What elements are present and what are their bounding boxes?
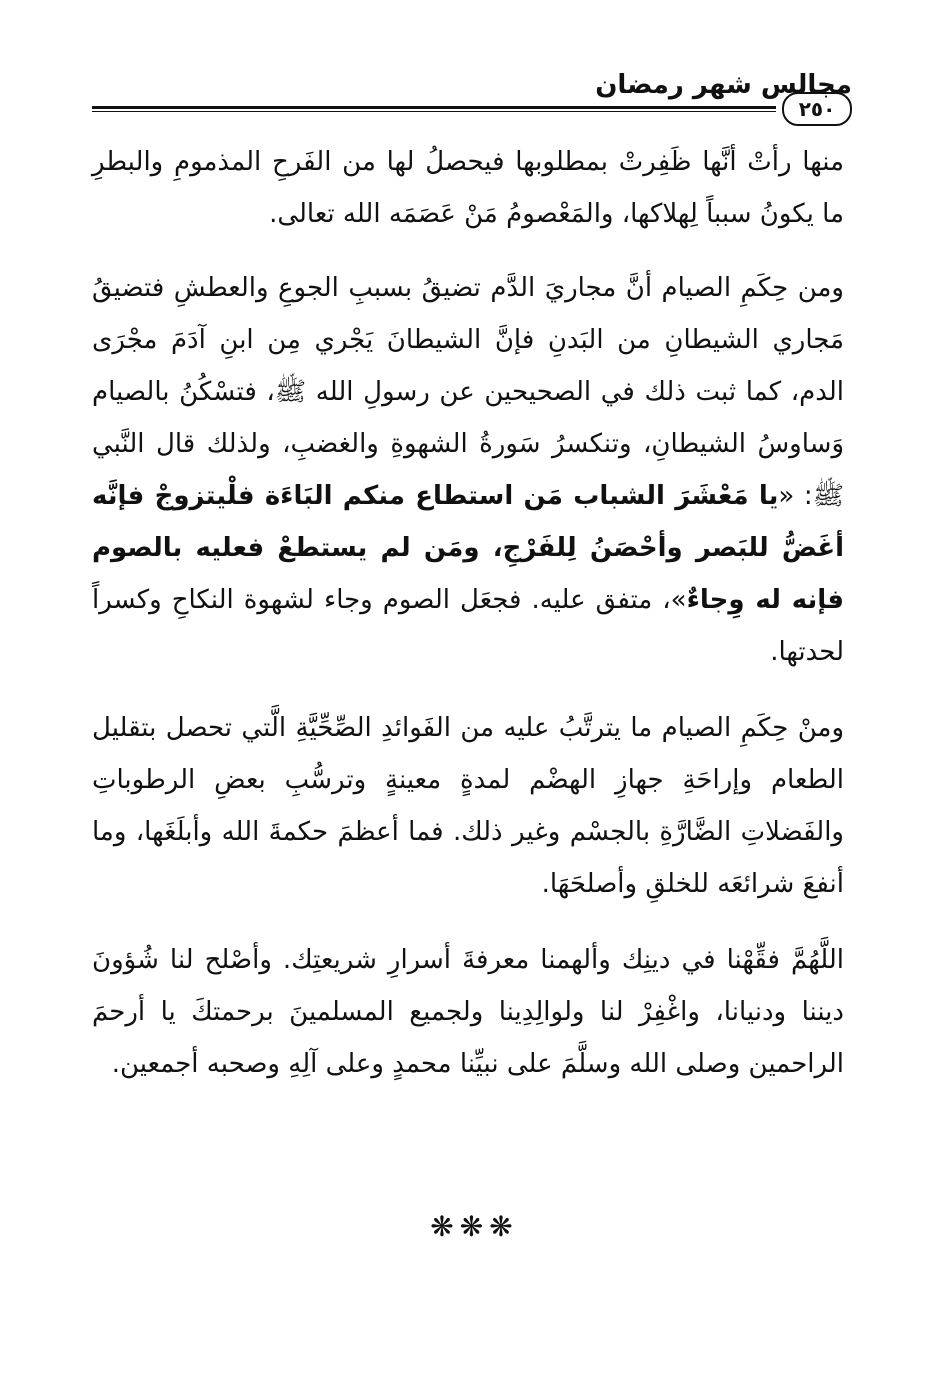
paragraph-2 bbox=[92, 262, 844, 678]
paragraph-2-text: ومن حِكَمِ الصيام أنَّ مجاريَ الدَّم تضيقُ بسببِ الجوعِ والعطشِ فتضيقُ مَجاري الشيطانِ من البَدنِ فإنَّ الشيطانَ يَجْري مِن ابنِ آدَمَ مجْرَى الدم، كما ثبت ذلك في الصحيحين عن رسولِ الله ﷺ، فتسْكُنُ بالصيام وَساوسُ الشيطانِ، وتنكسرُ سَورةُ الشهوةِ والغضبِ، ولذلك قال النَّبي ﷺ: « bbox=[92, 273, 844, 511]
body-text bbox=[92, 136, 844, 1114]
paragraph-2-tail: »، متفق عليه. فجعَل الصوم وجاء لشهوة النكاحِ وكسراً لحدتها. bbox=[92, 585, 844, 667]
paragraph-1 bbox=[92, 136, 844, 240]
paragraph-3-text: ومنْ حِكَمِ الصيام ما يترتَّبُ عليه من الفَوائدِ الصِّحِّيَّةِ الَّتي تحصل بتقليل الطعام وإراحَةِ جهازِ الهضْم لمدةٍ معينةٍ وترسُّبِ بعضِ الرطوباتِ والفَضلاتِ الضَّارَّةِ بالجسْم وغير ذلك. فما أعظمَ حكمةَ الله وأبلَغَها، وما أنفعَ شرائعَه للخلقِ وأصلحَهَا. bbox=[92, 713, 844, 899]
paragraph-3 bbox=[92, 702, 844, 910]
page-number: ٢٥٠ bbox=[782, 92, 852, 126]
header-rule bbox=[92, 106, 776, 112]
paragraph-1-text: منها رأتْ أنَّها ظَفِرتْ بمطلوبها فيحصلُ لها من الفَرحِ المذمومِ والبطرِ ما يكونُ سبباً لِهلاكها، والمَعْصومُ مَنْ عَصَمَه الله تعالى. bbox=[92, 147, 844, 229]
running-title: مجالس شهر رمضان bbox=[595, 70, 852, 100]
paragraph-4-text: اللَّهُمَّ فقِّهْنا في دينِك وألهمنا معرفةَ أسرارِ شريعتِك. وأصْلح لنا شُؤونَ ديننا ودنيانا، واغْفِرْ لنا ولوالِدِينا ولجميع المسلمينَ برحمتكَ يا أرحمَ الراحمين وصلى الله وسلَّمَ على نبيِّنا محمدٍ وعلى آلِهِ وصحبه أجمعين. bbox=[92, 945, 844, 1079]
paragraph-4 bbox=[92, 934, 844, 1090]
page-header bbox=[92, 60, 852, 124]
hadith-quote: يا مَعْشَرَ الشباب مَن استطاع منكم البَاءَة فلْيتزوجْ فإنَّه أغَضُّ للبَصر وأحْصَنُ لِلفَرْجِ، ومَن لم يستطعْ فعليه بالصوم فإنه له وِجاءٌ bbox=[92, 481, 845, 615]
section-ornament: ❋❋❋ bbox=[430, 1210, 519, 1243]
